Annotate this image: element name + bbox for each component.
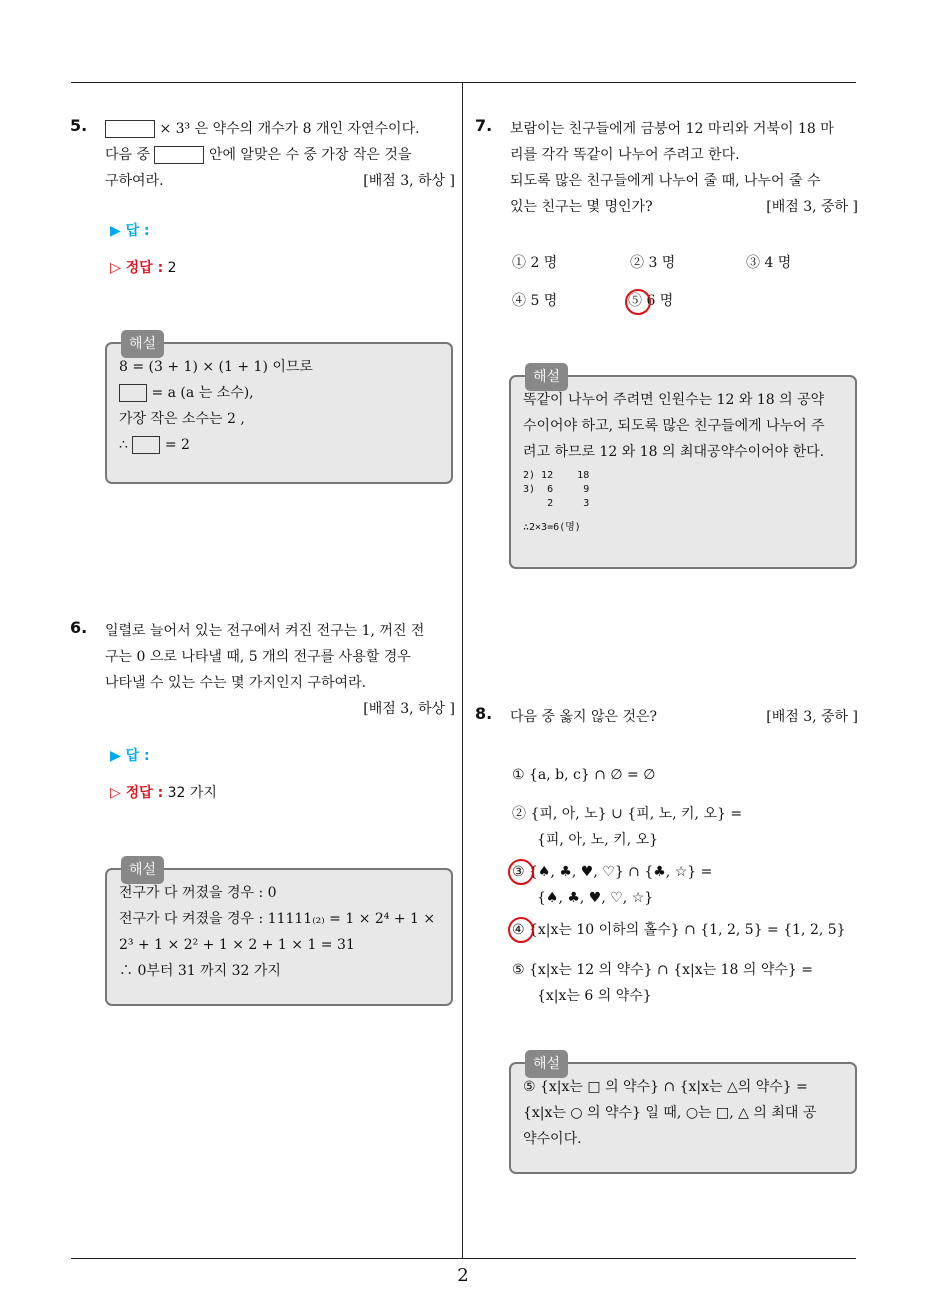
explain-tag: 해설 <box>121 856 164 884</box>
q8-option-3-cont: {♠, ♣, ♥, ♡, ☆} <box>537 890 654 906</box>
q8-option-2-cont: {피, 아, 노, 키, 오} <box>537 832 659 848</box>
q5-score: [배점 3, 하상 ] <box>363 173 455 189</box>
explain-tag: 해설 <box>525 1050 568 1078</box>
explain-tag: 해설 <box>525 363 568 391</box>
answer-circle-mark <box>508 859 534 885</box>
q8-number: 8. <box>475 704 493 723</box>
q8-option-3[interactable]: ③ {♠, ♣, ♥, ♡} ∩ {♣, ☆} = <box>512 864 713 880</box>
q8-option-4[interactable]: ④ {x|x는 10 이하의 홀수} ∩ {1, 2, 5} = {1, 2, 5} <box>512 922 846 938</box>
q6-correct-row: ▷ 정답 : 32 가지 <box>110 785 217 801</box>
top-rule <box>71 82 856 83</box>
q7-option-3[interactable]: ③ 4 명 <box>746 255 792 271</box>
q8-option-1[interactable]: ① {a, b, c} ∩ ∅ = ∅ <box>512 767 656 783</box>
q7-text: 보람이는 친구들에게 금붕어 12 마리와 거북이 18 마 리를 각각 똑같이 나누어 주려고 한다. 되도록 많은 친구들에게 나누어 줄 때, 나누어 줄 수 있는 친구는 몇 명인가? [배점 3, 중하 ] <box>510 116 858 220</box>
q7-option-5[interactable]: ⑤ 6 명 <box>628 293 674 309</box>
q5-correct-row: ▷ 정답 : 2 <box>110 260 177 276</box>
gcd-calc: 2) 12 18 3) 6 9 2 3 ∴2×3=6(명) <box>523 470 590 533</box>
q6-answer-row: ▶ 답 : <box>110 748 150 764</box>
q7-score: [배점 3, 중하 ] <box>766 199 858 215</box>
q6-text: 일렬로 늘어서 있는 전구에서 켜진 전구는 1, 꺼진 전 구는 0 으로 나타낼 때, 5 개의 전구를 사용할 경우 나타낼 수 있는 수는 몇 가지인지 구하여라. [배점 3, 하상 ] <box>105 623 455 717</box>
q6-explanation: 해설 전구가 다 꺼졌을 경우 : 0 전구가 다 켜졌을 경우 : 11111₍₂₎ = 1 × 2⁴ + 1 × 2³ + 1 × 2² + 1 × 2 + 1 × 1 = 31 ∴ 0부터 31 까지 32 가지 <box>105 868 453 1006</box>
q7-explanation: 해설 똑같이 나누어 주려면 인원수는 12 와 18 의 공약 수이어야 하고, 되도록 많은 친구들에게 나누어 주 려고 하므로 12 와 18 의 최대공약수이어야 한다. 2) 12 18 3) 6 9 2 3 ∴2×3=6(명) <box>509 375 857 569</box>
blank-box <box>154 146 204 164</box>
q7-option-4[interactable]: ④ 5 명 <box>512 293 558 309</box>
q8-text: 다음 중 옳지 않은 것은? [배점 3, 중하 ] <box>510 704 858 730</box>
q7-number: 7. <box>475 116 493 135</box>
q5-text: × 3³ 은 약수의 개수가 8 개인 자연수이다. 다음 중 안에 알맞은 수 중 가장 작은 것을 구하여라. [배점 3, 하상 ] <box>105 116 455 194</box>
bottom-rule <box>71 1258 856 1259</box>
q5-answer-row: ▶ 답 : <box>110 223 150 239</box>
column-divider <box>462 83 463 1258</box>
q7-option-1[interactable]: ① 2 명 <box>512 255 558 271</box>
q5-explanation: 해설 8 = (3 + 1) × (1 + 1) 이므로 = a (a 는 소수), 가장 작은 소수는 2 , ∴ = 2 <box>105 342 453 484</box>
answer-circle-mark <box>508 917 534 943</box>
explain-tag: 해설 <box>121 330 164 358</box>
q8-explanation: 해설 ⑤ {x|x는 □ 의 약수} ∩ {x|x는 △의 약수} = {x|x는 ○ 의 약수} 일 때, ○는 □, △ 의 최대 공 약수이다. <box>509 1062 857 1174</box>
q8-option-5-cont: {x|x는 6 의 약수} <box>537 988 652 1004</box>
q8-option-2[interactable]: ② {피, 아, 노} ∪ {피, 노, 키, 오} = <box>512 806 743 822</box>
q7-option-2[interactable]: ② 3 명 <box>630 255 676 271</box>
q6-number: 6. <box>70 618 88 637</box>
page-number: 2 <box>457 1265 469 1286</box>
blank-box <box>105 120 155 138</box>
q5-number: 5. <box>70 116 88 135</box>
q8-option-5[interactable]: ⑤ {x|x는 12 의 약수} ∩ {x|x는 18 의 약수} = <box>512 962 813 978</box>
answer-circle-mark <box>625 289 651 315</box>
q8-score: [배점 3, 중하 ] <box>766 709 858 725</box>
q6-score: [배점 3, 하상 ] <box>363 701 455 717</box>
